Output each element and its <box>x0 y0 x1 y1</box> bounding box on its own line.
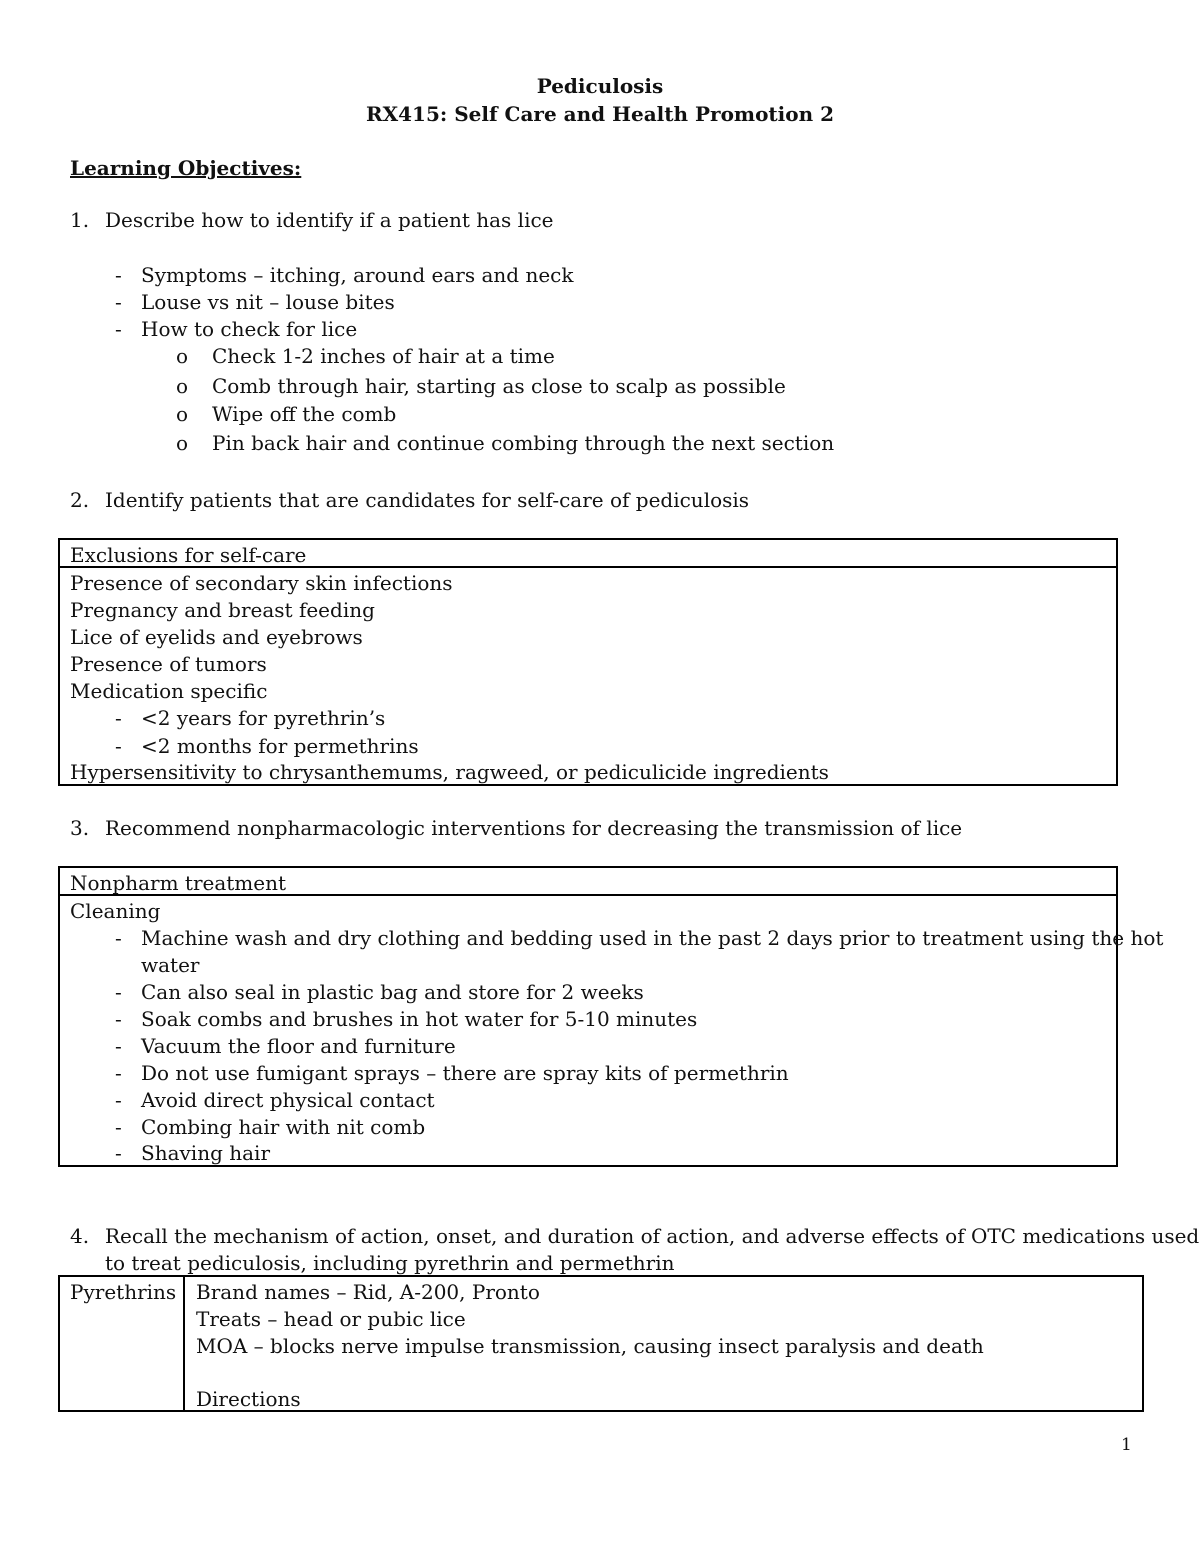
drug-info-line: MOA – blocks nerve impulse transmission, causing insect paralysis and death <box>196 1334 984 1358</box>
drug-info-line: Brand names – Rid, A-200, Pronto <box>196 1280 540 1304</box>
learning-objectives-heading: Learning Objectives: <box>70 156 302 180</box>
sub-bullet-item: Wipe off the comb <box>212 402 397 426</box>
sub-bullet-item: Pin back hair and continue combing through the next section <box>212 431 835 455</box>
table-column-divider <box>183 1275 185 1412</box>
dash-marker: - <box>115 1088 122 1112</box>
dash-marker: - <box>115 734 122 758</box>
directions-label: Directions <box>196 1387 301 1411</box>
bullet-item: How to check for lice <box>141 317 358 341</box>
objective-number: 2. <box>70 488 90 512</box>
bullet-continuation: water <box>141 953 200 977</box>
dash-marker: - <box>115 980 122 1004</box>
dash-marker: - <box>115 290 122 314</box>
sub-bullet-item: Check 1-2 inches of hair at a time <box>212 344 555 368</box>
bullet-item: Vacuum the floor and furniture <box>141 1034 456 1058</box>
dash-marker: - <box>115 926 122 950</box>
bullet-item: Can also seal in plastic bag and store for 2 weeks <box>141 980 644 1004</box>
bullet-item: Machine wash and dry clothing and bedding used in the past 2 days prior to treatment using the hot <box>141 926 1164 950</box>
objective-text: Identify patients that are candidates for self-care of pediculosis <box>105 488 750 512</box>
objective-text: Describe how to identify if a patient has lice <box>105 208 554 232</box>
sub-bullet-item: Comb through hair, starting as close to scalp as possible <box>212 374 786 398</box>
dash-marker: - <box>115 1034 122 1058</box>
page-number: 1 <box>1121 1435 1132 1455</box>
circle-marker: o <box>176 344 189 368</box>
drug-info-line: Treats – head or pubic lice <box>196 1307 466 1331</box>
objective-text-line2: to treat pediculosis, including pyrethrin and permethrin <box>105 1251 675 1275</box>
drug-label: Pyrethrins <box>70 1280 177 1304</box>
table-row: Pregnancy and breast feeding <box>70 598 375 622</box>
objective-number: 4. <box>70 1224 90 1248</box>
document-title: Pediculosis <box>536 74 664 98</box>
bullet-item: <2 months for permethrins <box>141 734 419 758</box>
table-row: Presence of secondary skin infections <box>70 571 453 595</box>
dash-marker: - <box>115 706 122 730</box>
dash-marker: - <box>115 1061 122 1085</box>
table-row: Presence of tumors <box>70 652 267 676</box>
dash-marker: - <box>115 1141 122 1165</box>
bullet-item: <2 years for pyrethrin’s <box>141 706 386 730</box>
bullet-item: Louse vs nit – louse bites <box>141 290 395 314</box>
objective-text-line1: Recall the mechanism of action, onset, and duration of action, and adverse effects of OTC medications used <box>105 1224 1200 1248</box>
objective-number: 1. <box>70 208 90 232</box>
objective-text: Recommend nonpharmacologic interventions for decreasing the transmission of lice <box>105 816 963 840</box>
dash-marker: - <box>115 317 122 341</box>
bullet-item: Soak combs and brushes in hot water for 5-10 minutes <box>141 1007 698 1031</box>
circle-marker: o <box>176 402 189 426</box>
cleaning-label: Cleaning <box>70 899 161 923</box>
dash-marker: - <box>115 1115 122 1139</box>
course-title: RX415: Self Care and Health Promotion 2 <box>365 102 835 126</box>
table-header: Nonpharm treatment <box>70 871 287 895</box>
table-header: Exclusions for self-care <box>70 543 307 567</box>
bullet-item: Avoid direct physical contact <box>141 1088 435 1112</box>
circle-marker: o <box>176 431 189 455</box>
bullet-item: Shaving hair <box>141 1141 271 1165</box>
circle-marker: o <box>176 374 189 398</box>
dash-marker: - <box>115 263 122 287</box>
bullet-item: Combing hair with nit comb <box>141 1115 426 1139</box>
table-row: Hypersensitivity to chrysanthemums, ragweed, or pediculicide ingredients <box>70 760 829 784</box>
table-row: Lice of eyelids and eyebrows <box>70 625 363 649</box>
objective-number: 3. <box>70 816 90 840</box>
table-row: Medication specific <box>70 679 268 703</box>
bullet-item: Symptoms – itching, around ears and neck <box>141 263 574 287</box>
dash-marker: - <box>115 1007 122 1031</box>
bullet-item: Do not use fumigant sprays – there are spray kits of permethrin <box>141 1061 789 1085</box>
